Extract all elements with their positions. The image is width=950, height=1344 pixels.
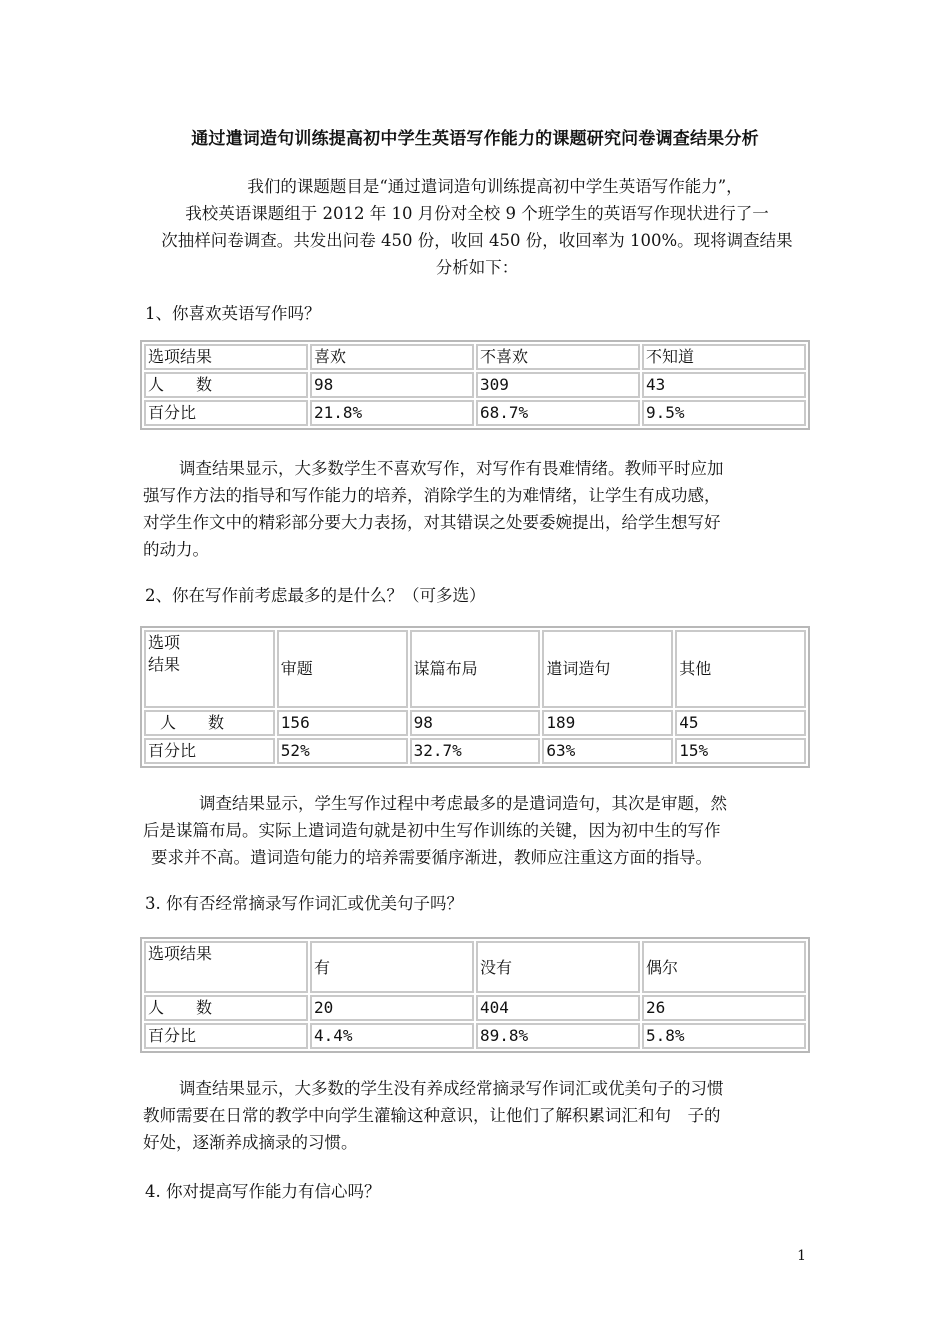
analysis-line: 对学生作文中的精彩部分要大力表扬，对其错误之处要委婉提出，给学生想写好 [143,513,721,532]
table-cell: 189 [542,710,673,736]
table-row [144,1023,806,1049]
analysis-line: 教师需要在日常的教学中向学生灌输这种意识，让他们了解积累词汇和句 子的 [143,1106,721,1125]
table-cell: 309 [476,372,640,398]
table-cell: 人 数 [144,372,308,398]
table-cell: 52% [277,738,408,764]
table-cell: 4.4% [310,1023,474,1049]
analysis-line: 调查结果显示，大多数学生不喜欢写作，对写作有畏难情绪。教师平时应加 [179,459,724,478]
table-cell: 21.8% [310,400,474,426]
table-cell: 选项结果 [144,941,308,993]
q2-analysis [143,790,811,871]
table-cell: 谋篇布局 [410,630,541,708]
table-row [144,738,806,764]
analysis-line: 的动力。 [143,540,209,559]
table-cell: 偶尔 [642,941,806,993]
table-cell: 404 [476,995,640,1021]
table-cell: 20 [310,995,474,1021]
header-label: 结果 [148,655,181,674]
table-cell: 人 数 [144,995,308,1021]
q3-analysis [143,1075,811,1156]
table-cell: 百分比 [144,400,308,426]
table-row [144,710,806,736]
table-cell: 审题 [277,630,408,708]
table-cell: 15% [675,738,806,764]
analysis-line: 要求并不高。遣词造句能力的培养需要循序渐进，教师应注重这方面的指导。 [151,848,712,867]
table-cell: 9.5% [642,400,806,426]
table-cell: 45 [675,710,806,736]
q1-analysis [143,455,811,563]
analysis-line: 好处，逐渐养成摘录的习惯。 [143,1133,358,1152]
question-4: 4. 你对提高写作能力有信心吗？ [145,1182,381,1201]
question-2: 2、你在写作前考虑最多的是什么？（可多选） [145,586,486,605]
table-row [144,630,806,708]
page-title: 通过遣词造句训练提高初中学生英语写作能力的课题研究问卷调查结果分析 [191,129,759,149]
table-cell: 98 [310,372,474,398]
analysis-line: 调查结果显示，大多数的学生没有养成经常摘录写作词汇或优美句子的习惯 [179,1079,724,1098]
table-cell: 百分比 [144,1023,308,1049]
q3-table [140,937,810,1053]
table-cell: 不知道 [642,344,806,370]
table-cell: 有 [310,941,474,993]
q2-table [140,626,810,768]
table-cell: 喜欢 [310,344,474,370]
page-number: 1 [797,1248,806,1264]
table-cell: 其他 [675,630,806,708]
q1-table [140,340,810,430]
table-cell: 百分比 [144,738,275,764]
table-cell [144,630,275,708]
table-cell: 遣词造句 [542,630,673,708]
table-cell: 没有 [476,941,640,993]
table-cell: 选项结果 [144,344,308,370]
table-cell: 68.7% [476,400,640,426]
table-cell: 32.7% [410,738,541,764]
intro-line: 我校英语课题组于 2012 年 10 月份对全校 9 个班学生的英语写作现状进行了一 [185,204,769,223]
table-cell: 98 [410,710,541,736]
table-cell: 43 [642,372,806,398]
analysis-line: 调查结果显示，学生写作过程中考虑最多的是遣词造句，其次是审题，然 [199,794,727,813]
table-cell: 89.8% [476,1023,640,1049]
table-cell: 156 [277,710,408,736]
analysis-line: 强写作方法的指导和写作能力的培养，消除学生的为难情绪，让学生有成功感， [143,486,721,505]
intro-paragraph [143,173,811,281]
intro-line: 次抽样问卷调查。共发出问卷 450 份，收回 450 份，收回率为 100%。现将调查结果 [161,231,793,250]
question-3: 3. 你有否经常摘录写作词汇或优美句子吗？ [145,894,463,913]
analysis-line: 后是谋篇布局。实际上遣词造句就是初中生写作训练的关键，因为初中生的写作 [143,821,721,840]
table-row [144,995,806,1021]
table-row [144,941,806,993]
table-row [144,372,806,398]
table-cell: 63% [542,738,673,764]
question-1: 1、你喜欢英语写作吗？ [145,304,321,323]
table-cell: 5.8% [642,1023,806,1049]
table-cell: 26 [642,995,806,1021]
header-label: 选项 [148,633,181,652]
intro-line: 我们的课题题目是“通过遣词造句训练提高初中学生英语写作能力”， [247,177,743,196]
table-cell: 人 数 [144,710,275,736]
intro-line: 分析如下： [435,258,519,277]
table-row [144,400,806,426]
table-row [144,344,806,370]
table-cell: 不喜欢 [476,344,640,370]
